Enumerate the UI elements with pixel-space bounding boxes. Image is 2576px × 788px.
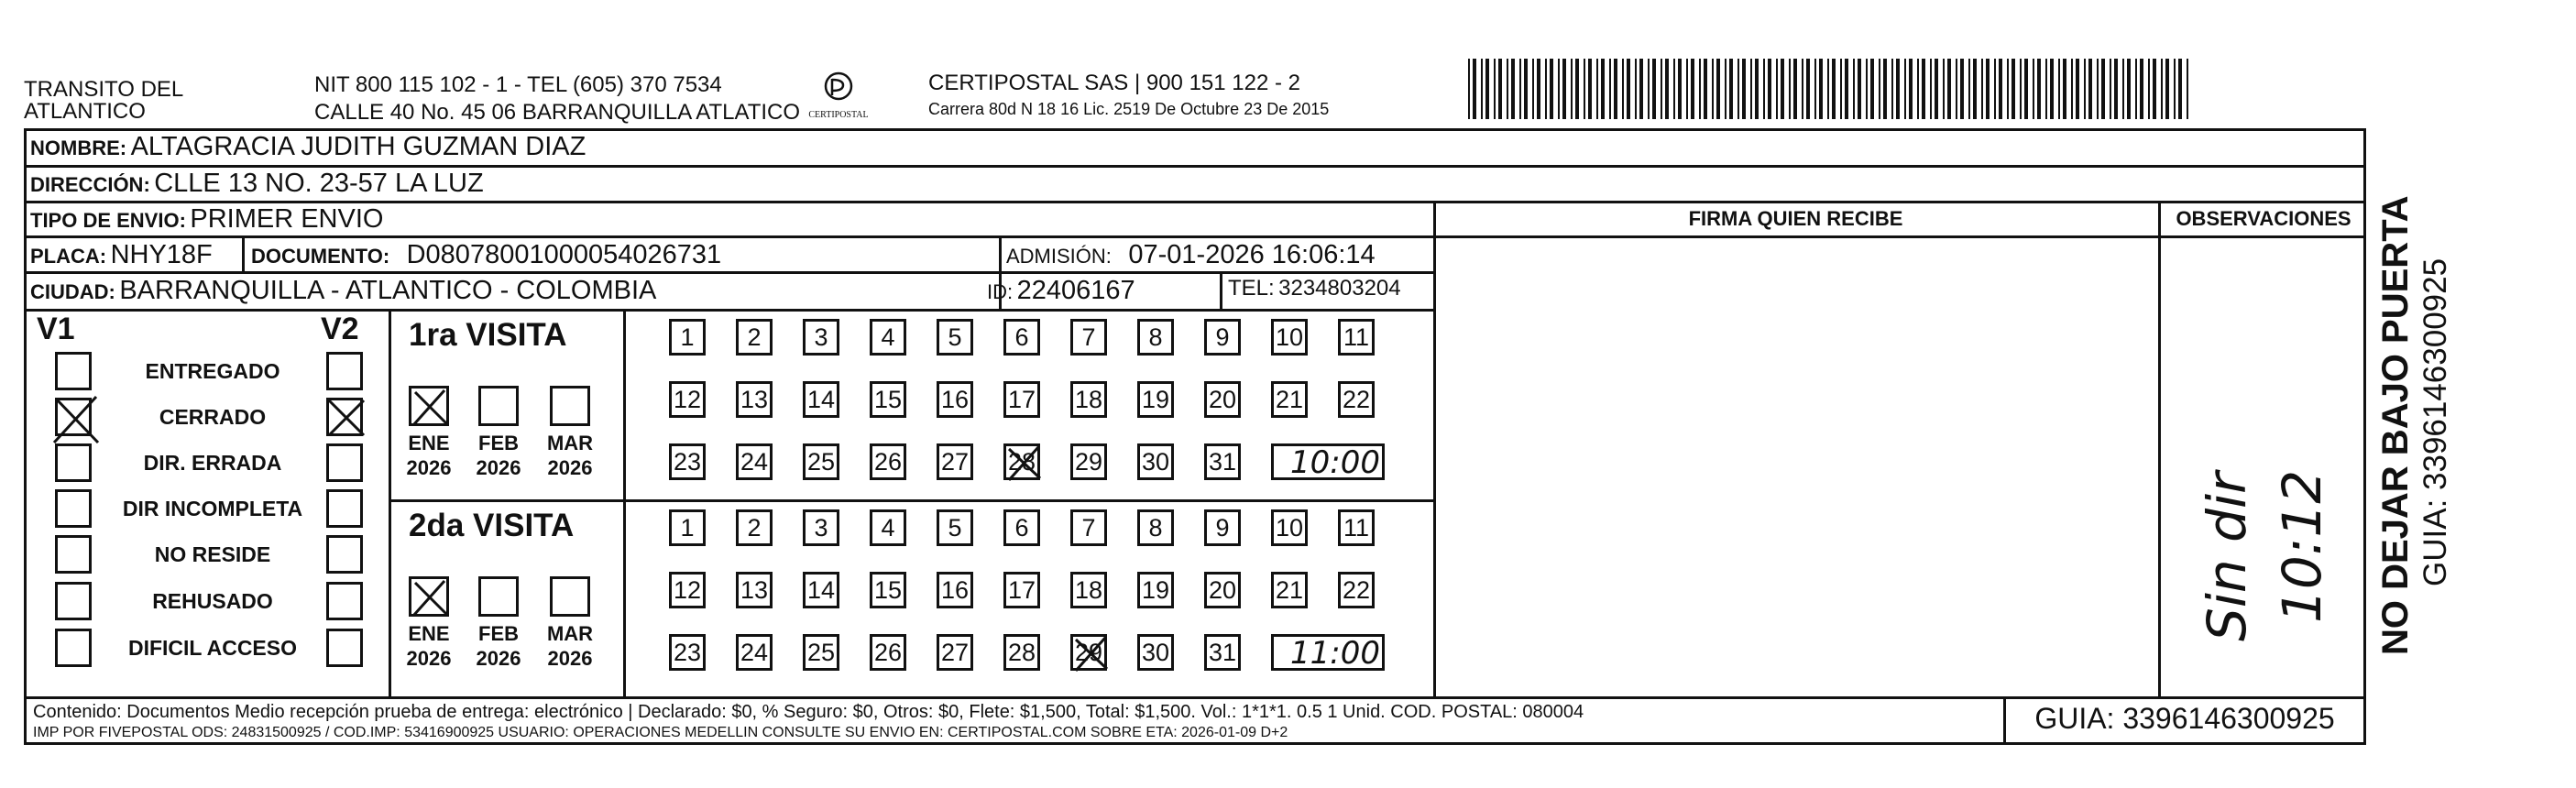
- month-checkbox[interactable]: [409, 386, 449, 426]
- day-cell[interactable]: 23: [669, 634, 706, 671]
- document-cell: [251, 240, 721, 270]
- day-cell[interactable]: 5: [937, 319, 973, 356]
- visit-time-box[interactable]: [1271, 634, 1385, 671]
- barcode-bar: [1614, 59, 1617, 119]
- barcode-bar: [1511, 59, 1515, 119]
- barcode-bar: [1994, 59, 1996, 119]
- day-cell[interactable]: 19: [1137, 572, 1174, 608]
- barcode-bar: [1571, 59, 1573, 119]
- day-cell[interactable]: 25: [803, 443, 839, 480]
- barcode-bar: [2058, 59, 2060, 119]
- admission-label: ADMISIÓN:: [1006, 245, 1112, 268]
- day-cell[interactable]: 25: [803, 634, 839, 671]
- barcode-bar: [1481, 59, 1483, 119]
- barcode-bar: [1986, 59, 1990, 119]
- address-row: [30, 169, 484, 199]
- barcode-bar: [1473, 59, 1476, 119]
- barcode-bar: [1665, 59, 1669, 119]
- barcode-bar: [1725, 59, 1726, 119]
- day-cell[interactable]: 22: [1338, 381, 1375, 418]
- month-label: [469, 621, 528, 671]
- barcode-bar: [1750, 59, 1752, 119]
- sender-line-2: ATLANTICO: [24, 99, 146, 124]
- day-cell[interactable]: 6: [1003, 319, 1040, 356]
- signature-header: FIRMA QUIEN RECIBE: [1688, 207, 1903, 230]
- column-line: [623, 309, 626, 696]
- day-mark: [1003, 443, 1044, 488]
- barcode-bar: [1845, 59, 1848, 119]
- barcode-bar: [1853, 59, 1855, 119]
- barcode-bar: [1968, 59, 1970, 119]
- day-cell[interactable]: 20: [1204, 381, 1241, 418]
- day-cell[interactable]: 8: [1137, 509, 1174, 546]
- month-checkbox[interactable]: [550, 386, 590, 426]
- day-cell[interactable]: 4: [870, 509, 906, 546]
- barcode-bar: [2187, 59, 2188, 119]
- recipient-name: ALTAGRACIA JUDITH GUZMAN DIAZ: [130, 132, 586, 161]
- certipostal-logo: [806, 68, 871, 125]
- barcode-bar: [1870, 59, 1874, 119]
- courier-info: [928, 70, 1441, 121]
- day-cell[interactable]: 18: [1070, 381, 1107, 418]
- visit-time: 11:00: [1290, 635, 1380, 672]
- barcode-bar: [1678, 59, 1682, 119]
- barcode-bar: [1686, 59, 1688, 119]
- barcode-bar: [1532, 59, 1534, 119]
- city-value: BARRANQUILLA - ATLANTICO - COLOMBIA: [119, 276, 657, 305]
- barcode-bar: [1742, 59, 1746, 119]
- courier-line-2: Carrera 80d N 18 16 Lic. 2519 De Octubre 23 De 2015: [928, 100, 1330, 118]
- barcode-bar: [1814, 59, 1816, 119]
- month-name: ENE: [408, 622, 450, 645]
- barcode-bar: [1468, 59, 1470, 119]
- barcode-bar: [1832, 59, 1836, 119]
- barcode-bar: [1806, 59, 1810, 119]
- day-cell[interactable]: 24: [736, 634, 773, 671]
- barcode-bar: [1729, 59, 1733, 119]
- day-cell[interactable]: 9: [1204, 319, 1241, 356]
- column-line: [389, 309, 391, 696]
- day-cell[interactable]: 8: [1137, 319, 1174, 356]
- barcode-bar: [1909, 59, 1913, 119]
- day-cell[interactable]: 13: [736, 381, 773, 418]
- signature-area[interactable]: [1437, 238, 2157, 695]
- status-option-label: CERRADO: [159, 405, 267, 429]
- barcode-bar: [1781, 59, 1784, 119]
- column-line: [1220, 271, 1222, 309]
- barcode-bar: [1691, 59, 1694, 119]
- month-label: [400, 431, 458, 480]
- address-line: CALLE 40 No. 45 06 BARRANQUILLA ATLATICO: [314, 100, 801, 125]
- day-cell[interactable]: 31: [1204, 634, 1241, 671]
- barcode-bar: [1609, 59, 1611, 119]
- barcode-bar: [1793, 59, 1797, 119]
- side-guia: GUIA: 3396146300925: [2417, 257, 2453, 586]
- month-year: 2026: [406, 647, 452, 670]
- city-row: [30, 276, 656, 306]
- barcode-bar: [1922, 59, 1925, 119]
- barcode-bar: [2045, 59, 2047, 119]
- type-label: TIPO DE ENVIO:: [30, 209, 186, 232]
- barcode-bar: [1755, 59, 1759, 119]
- day-cell[interactable]: 26: [870, 634, 906, 671]
- barcode-bar: [1635, 59, 1637, 119]
- sender-name: [24, 79, 299, 123]
- name-label: NOMBRE:: [30, 137, 127, 159]
- barcode-bar: [2088, 59, 2092, 119]
- name-row: [30, 132, 586, 162]
- barcode-bar: [1584, 59, 1585, 119]
- barcode-bar: [1519, 59, 1521, 119]
- visit-divider: [389, 499, 1433, 502]
- barcode-bar: [1891, 59, 1893, 119]
- recipient-address: CLLE 13 NO. 23-57 LA LUZ: [154, 169, 484, 198]
- barcode-bar: [1596, 59, 1598, 119]
- barcode-bar: [2114, 59, 2118, 119]
- day-cell[interactable]: 12: [669, 572, 706, 608]
- status-option-label: DIR. ERRADA: [143, 451, 282, 475]
- no-dejar-warning: NO DEJAR BAJO PUERTA: [2375, 195, 2416, 655]
- barcode-bar: [2135, 59, 2137, 119]
- tel-label: TEL:: [1228, 276, 1275, 301]
- day-cell[interactable]: 2: [736, 509, 773, 546]
- month-checkbox[interactable]: [478, 386, 519, 426]
- id-cell: [987, 276, 1135, 306]
- barcode-bar: [1648, 59, 1650, 119]
- month-label: [400, 621, 458, 671]
- month-label: [469, 431, 528, 480]
- barcode-bar: [1575, 59, 1579, 119]
- barcode-bar: [2076, 59, 2079, 119]
- day-cell[interactable]: 24: [736, 443, 773, 480]
- barcode-bar: [1498, 59, 1502, 119]
- barcode-bar: [2101, 59, 2105, 119]
- barcode-bar: [1827, 59, 1829, 119]
- barcode-bar: [1627, 59, 1630, 119]
- barcode-bar: [1960, 59, 1964, 119]
- footer-contents: Contenido: Documentos Medio recepción prueba de entrega: electrónico | Declarado: $0, % Seguro: $0, Otros: $0, Flete: $1,500, Total: $1,500. Vol.: 1*1*1. 0.5 1 Unid. COD. POSTAL: 080004: [33, 702, 1584, 722]
- city-label: CIUDAD:: [30, 280, 115, 303]
- barcode-bar: [1545, 59, 1547, 119]
- nit-line: NIT 800 115 102 - 1 - TEL (605) 370 7534: [314, 72, 722, 97]
- barcode-bar: [1981, 59, 1983, 119]
- day-cell[interactable]: 28: [1003, 443, 1040, 480]
- status-option-label: ENTREGADO: [145, 359, 280, 383]
- barcode-bar: [2122, 59, 2124, 119]
- day-cell[interactable]: 3: [803, 319, 839, 356]
- day-cell[interactable]: 5: [937, 509, 973, 546]
- day-cell[interactable]: 6: [1003, 509, 1040, 546]
- observation-handwriting-1: Sin dir: [2196, 472, 2258, 641]
- day-cell[interactable]: 21: [1271, 572, 1308, 608]
- day-cell[interactable]: 12: [669, 381, 706, 418]
- barcode-bar: [2140, 59, 2143, 119]
- day-cell[interactable]: 7: [1070, 319, 1107, 356]
- barcode-bar: [1883, 59, 1887, 119]
- barcode-bar: [1943, 59, 1945, 119]
- barcode-bar: [2007, 59, 2009, 119]
- barcode-bar: [2024, 59, 2028, 119]
- id-label: ID:: [987, 280, 1014, 303]
- barcode-bar: [1494, 59, 1496, 119]
- barcode-bar: [1661, 59, 1662, 119]
- day-cell[interactable]: 16: [937, 381, 973, 418]
- day-mark: [1070, 634, 1111, 679]
- barcode-bar: [1768, 59, 1771, 119]
- barcode-bar: [1558, 59, 1560, 119]
- barcode-bar: [1712, 59, 1714, 119]
- barcode-bar: [2011, 59, 2015, 119]
- barcode-bar: [1866, 59, 1868, 119]
- barcode-bar: [1947, 59, 1951, 119]
- barcode: [1468, 59, 2190, 119]
- day-cell[interactable]: 15: [870, 572, 906, 608]
- barcode-bar: [1699, 59, 1701, 119]
- day-cell[interactable]: 30: [1137, 634, 1174, 671]
- v2-header: V2: [321, 312, 359, 346]
- barcode-bar: [1562, 59, 1566, 119]
- sender-line-1: TRANSITO DEL: [24, 77, 184, 102]
- day-cell[interactable]: 21: [1271, 381, 1308, 418]
- plate-cell: [30, 240, 213, 270]
- barcode-bar: [2161, 59, 2163, 119]
- barcode-bar: [2127, 59, 2131, 119]
- barcode-bar: [2037, 59, 2041, 119]
- barcode-bar: [1917, 59, 1919, 119]
- barcode-bar: [1537, 59, 1540, 119]
- day-cell[interactable]: 10: [1271, 509, 1308, 546]
- barcode-bar: [1999, 59, 2002, 119]
- barcode-bar: [1776, 59, 1778, 119]
- month-name: ENE: [408, 432, 450, 454]
- document-label: DOCUMENTO:: [251, 245, 390, 268]
- barcode-bar: [1524, 59, 1528, 119]
- plate-value: NHY18F: [110, 240, 213, 269]
- month-year: 2026: [476, 647, 521, 670]
- day-cell[interactable]: 19: [1137, 381, 1174, 418]
- day-cell[interactable]: 26: [870, 443, 906, 480]
- barcode-bar: [1485, 59, 1489, 119]
- id-value: 22406167: [1016, 276, 1135, 305]
- day-cell[interactable]: 30: [1137, 443, 1174, 480]
- barcode-bar: [2110, 59, 2111, 119]
- day-cell[interactable]: 16: [937, 572, 973, 608]
- admission-cell: [1006, 240, 1376, 270]
- day-cell[interactable]: 11: [1338, 509, 1375, 546]
- barcode-bar: [2033, 59, 2034, 119]
- barcode-bar: [2050, 59, 2054, 119]
- barcode-bar: [1930, 59, 1932, 119]
- tel-cell: [1228, 276, 1401, 301]
- day-cell[interactable]: 1: [669, 509, 706, 546]
- column-line: [1433, 201, 1436, 696]
- day-cell[interactable]: 20: [1204, 572, 1241, 608]
- month-checkbox[interactable]: [478, 576, 519, 617]
- first-visit-title: 1ra VISITA: [409, 317, 567, 353]
- day-cell[interactable]: 17: [1003, 572, 1040, 608]
- column-line: [242, 235, 245, 271]
- barcode-bar: [1973, 59, 1977, 119]
- status-option-label: DIR INCOMPLETA: [122, 497, 303, 520]
- courier-line-1: CERTIPOSTAL SAS | 900 151 122 - 2: [928, 71, 1300, 95]
- month-checkbox[interactable]: [550, 576, 590, 617]
- barcode-bar: [1879, 59, 1880, 119]
- footer-line: [24, 696, 2366, 699]
- observation-handwriting-2: 10:12: [2271, 469, 2333, 623]
- day-cell[interactable]: 29: [1070, 634, 1107, 671]
- barcode-bar: [1622, 59, 1624, 119]
- barcode-bar: [1639, 59, 1643, 119]
- barcode-bar: [1763, 59, 1765, 119]
- barcode-bar: [1737, 59, 1739, 119]
- day-cell[interactable]: 17: [1003, 381, 1040, 418]
- day-cell[interactable]: 4: [870, 319, 906, 356]
- barcode-bar: [2174, 59, 2176, 119]
- day-cell[interactable]: 23: [669, 443, 706, 480]
- day-cell[interactable]: 28: [1003, 634, 1040, 671]
- day-cell[interactable]: 13: [736, 572, 773, 608]
- admission-value: 07-01-2026 16:06:14: [1128, 240, 1376, 269]
- month-year: 2026: [547, 456, 593, 479]
- type-row: [30, 204, 383, 235]
- day-cell[interactable]: 14: [803, 572, 839, 608]
- month-name: MAR: [546, 622, 594, 645]
- row-line: [24, 165, 2366, 168]
- document-value: D08078001000054026731: [406, 240, 722, 269]
- barcode-bar: [1789, 59, 1791, 119]
- barcode-bar: [1704, 59, 1707, 119]
- barcode-bar: [2084, 59, 2086, 119]
- footer-guia: GUIA: 3396146300925: [2034, 702, 2335, 735]
- day-cell[interactable]: 3: [803, 509, 839, 546]
- observations-header: OBSERVACIONES: [2176, 207, 2351, 230]
- month-name: MAR: [546, 432, 594, 454]
- day-cell[interactable]: 1: [669, 319, 706, 356]
- barcode-bar: [2063, 59, 2066, 119]
- barcode-bar: [2153, 59, 2156, 119]
- day-cell[interactable]: 2: [736, 319, 773, 356]
- day-cell[interactable]: 10: [1271, 319, 1308, 356]
- day-cell[interactable]: 15: [870, 381, 906, 418]
- barcode-bar: [2178, 59, 2182, 119]
- row-line: [24, 309, 1433, 312]
- row-line: [24, 201, 2366, 203]
- month-checkbox[interactable]: [409, 576, 449, 617]
- day-cell[interactable]: 29: [1070, 443, 1107, 480]
- sender-contact: [314, 71, 828, 126]
- day-cell[interactable]: 7: [1070, 509, 1107, 546]
- status-option-label: DIFICIL ACCESO: [127, 636, 297, 660]
- visit-time-box[interactable]: [1271, 443, 1385, 480]
- month-year: 2026: [406, 456, 452, 479]
- day-cell[interactable]: 18: [1070, 572, 1107, 608]
- day-cell[interactable]: 31: [1204, 443, 1241, 480]
- barcode-bar: [1652, 59, 1656, 119]
- visit-time: 10:00: [1290, 444, 1380, 481]
- month-label: [541, 621, 599, 671]
- footer-imp: IMP POR FIVEPOSTAL ODS: 24831500925 / COD.IMP: 53416900925 USUARIO: OPERACIONES MEDELLIN CONSULTE SU ENVIO EN: CERTIPOSTAL.COM SOBRE ETA: 2026-01-09 D+2: [33, 725, 1288, 740]
- barcode-bar: [1802, 59, 1803, 119]
- second-visit-title: 2da VISITA: [409, 508, 575, 543]
- barcode-bar: [1716, 59, 1720, 119]
- barcode-bar: [1550, 59, 1553, 119]
- month-year: 2026: [547, 647, 593, 670]
- barcode-bar: [2165, 59, 2169, 119]
- month-label: [541, 431, 599, 480]
- barcode-bar: [1896, 59, 1900, 119]
- barcode-bar: [1935, 59, 1938, 119]
- tel-value: 3234803204: [1278, 276, 1401, 301]
- status-option-label: NO RESIDE: [154, 542, 271, 566]
- barcode-bar: [2020, 59, 2022, 119]
- barcode-bar: [2148, 59, 2150, 119]
- day-cell[interactable]: 22: [1338, 572, 1375, 608]
- barcode-bar: [1858, 59, 1861, 119]
- barcode-bar: [1840, 59, 1842, 119]
- day-cell[interactable]: 9: [1204, 509, 1241, 546]
- shipment-type: PRIMER ENVIO: [190, 204, 384, 234]
- barcode-bar: [2071, 59, 2073, 119]
- month-name: FEB: [478, 432, 519, 454]
- month-name: FEB: [478, 622, 519, 645]
- barcode-bar: [1601, 59, 1605, 119]
- row-line: [24, 235, 1433, 238]
- day-cell[interactable]: 27: [937, 443, 973, 480]
- barcode-bar: [1904, 59, 1906, 119]
- day-cell[interactable]: 14: [803, 381, 839, 418]
- observations-area[interactable]: [2161, 238, 2366, 695]
- month-year: 2026: [476, 456, 521, 479]
- status-option-label: REHUSADO: [152, 589, 273, 613]
- barcode-bar: [1673, 59, 1675, 119]
- day-cell[interactable]: 11: [1338, 319, 1375, 356]
- barcode-bar: [1956, 59, 1957, 119]
- barcode-bar: [1588, 59, 1592, 119]
- address-label: DIRECCIÓN:: [30, 173, 150, 196]
- day-cell[interactable]: 27: [937, 634, 973, 671]
- logo-text: CERTIPOSTAL: [808, 110, 869, 120]
- v1-header: V1: [37, 312, 75, 346]
- barcode-bar: [2097, 59, 2099, 119]
- barcode-bar: [1507, 59, 1508, 119]
- barcode-bar: [1819, 59, 1823, 119]
- plate-label: PLACA:: [30, 245, 107, 268]
